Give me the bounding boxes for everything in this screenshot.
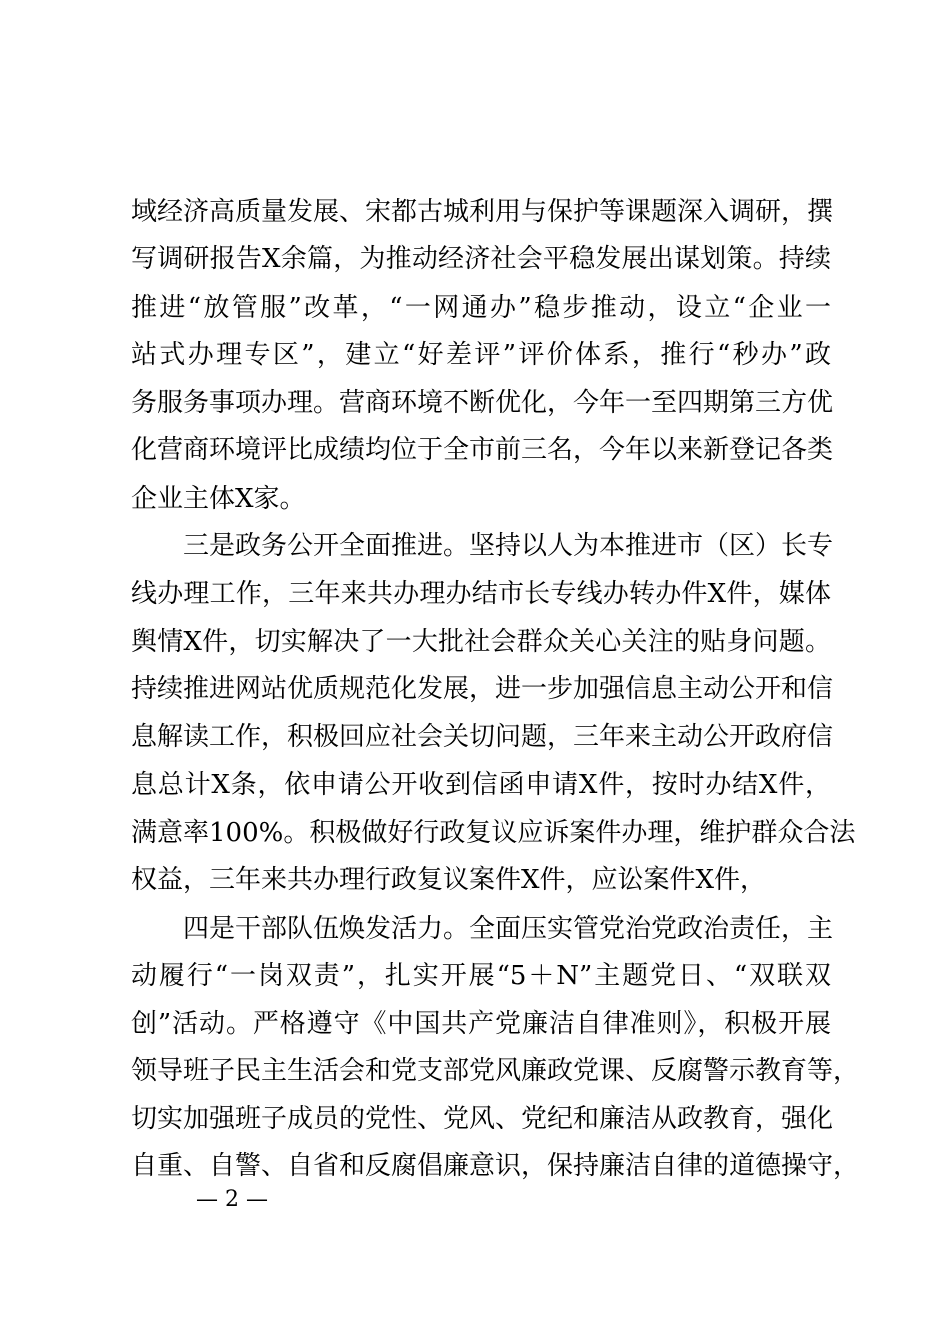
paragraph-2-line-6: 息总计X条，依申请公开收到信函申请X件，按时办结X件，: [131, 770, 831, 800]
paragraph-1-line-2: 写调研报告X余篇，为推动经济社会平稳发展出谋划策。持续: [131, 244, 831, 274]
paragraph-2-line-3: 舆情X件，切实解决了一大批社会群众关心关注的贴身问题。: [131, 627, 831, 657]
paragraph-1-line-7: 企业主体X家。: [131, 484, 306, 514]
paragraph-2-line-2: 线办理工作，三年来共办理办结市长专线办转办件X件，媒体: [131, 579, 831, 609]
page-number: — 2 —: [196, 1187, 268, 1212]
paragraph-2-line-4: 持续推进网站优质规范化发展，进一步加强信息主动公开和信: [131, 674, 834, 704]
paragraph-1-line-6: 化营商环境评比成绩均位于全市前三名，今年以来新登记各类: [131, 435, 834, 465]
paragraph-2-line-8: 权益，三年来共办理行政复议案件X件，应讼案件X件，: [131, 865, 767, 895]
paragraph-1-line-5: 务服务事项办理。营商环境不断优化，今年一至四期第三方优: [131, 388, 834, 418]
paragraph-3-line-4: 领导班子民主生活会和党支部党风廉政党课、反腐警示教育等，: [131, 1056, 860, 1086]
paragraph-2-line-1: 三是政务公开全面推进。坚持以人为本推进市（区）长专: [183, 531, 834, 561]
paragraph-1-line-3: 推进“放管服”改革，“一网通办”稳步推动，设立“企业一: [131, 293, 831, 323]
paragraph-1-line-1: 域经济高质量发展、宋都古城利用与保护等课题深入调研，撰: [131, 197, 834, 227]
paragraph-3-line-5: 切实加强班子成员的党性、党风、党纪和廉洁从政教育，强化: [131, 1104, 834, 1134]
paragraph-3-line-2: 动履行“一岗双责”，扎实开展“5＋N”主题党日、“双联双: [131, 961, 831, 991]
paragraph-3-line-1: 四是干部队伍焕发活力。全面压实管党治党政治责任，主: [183, 914, 834, 944]
paragraph-2-line-7: 满意率100%。积极做好行政复议应诉案件办理，维护群众合法: [131, 818, 856, 848]
paragraph-3-line-3: 创”活动。严格遵守《中国共产党廉洁自律准则》，积极开展: [131, 1009, 831, 1039]
paragraph-3-line-6: 自重、自警、自省和反腐倡廉意识，保持廉洁自律的道德操守，: [131, 1151, 860, 1181]
paragraph-1-line-4: 站式办理专区”，建立“好差评”评价体系，推行“秒办”政: [131, 340, 831, 370]
paragraph-2-line-5: 息解读工作，积极回应社会关切问题，三年来主动公开政府信: [131, 722, 834, 752]
